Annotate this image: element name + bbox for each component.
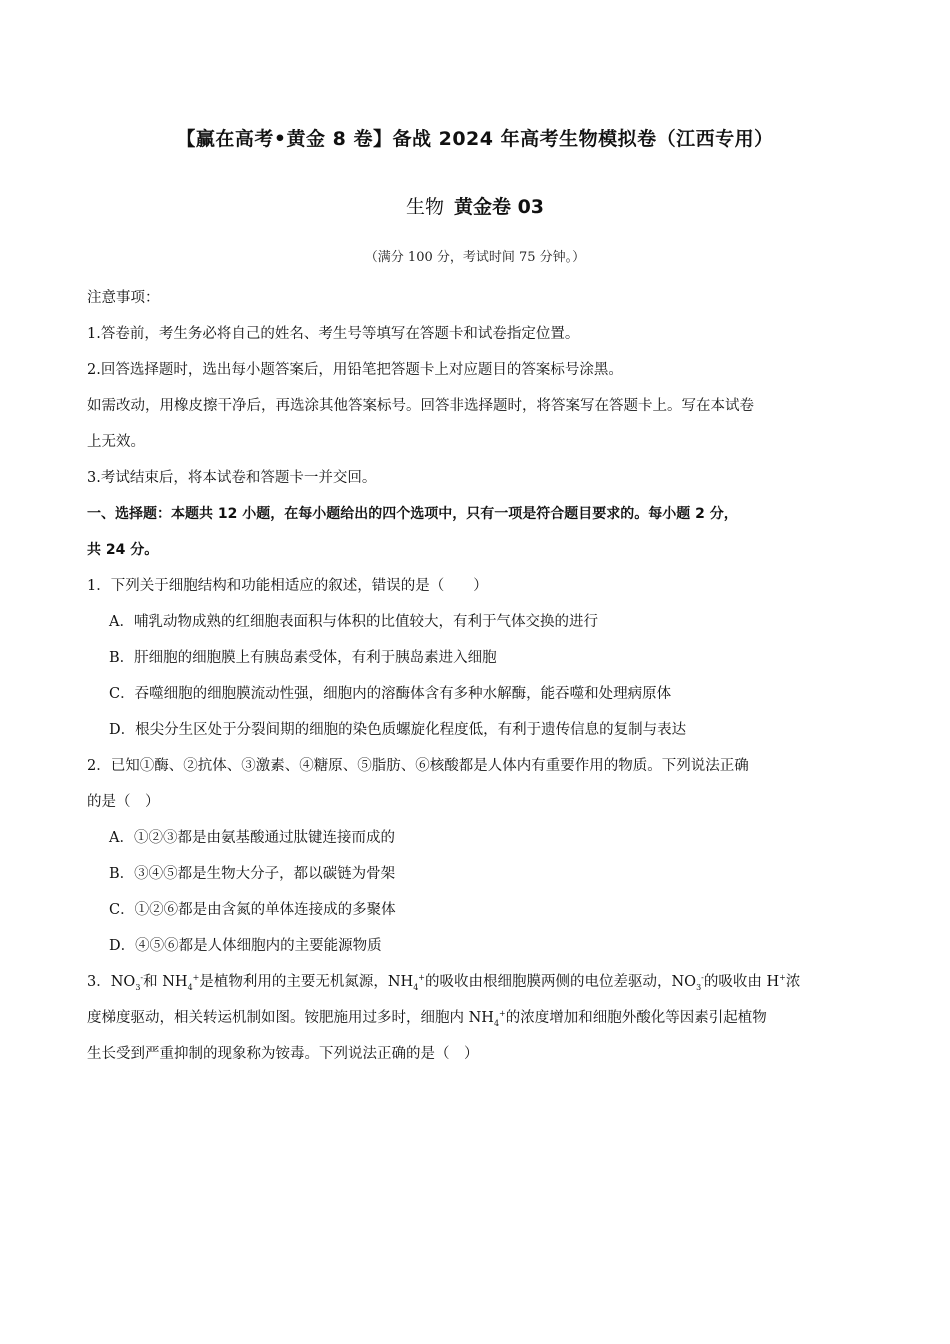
question-stem-continuation: 生长受到严重抑制的现象称为铵毒。下列说法正确的是（ ） bbox=[87, 1046, 479, 1062]
text-run: 的吸收由根细胞膜两侧的电位差驱动，NO bbox=[425, 974, 697, 990]
superscript: - bbox=[140, 973, 144, 983]
subscript: 4 bbox=[493, 1018, 500, 1028]
question-stem: 1．下列关于细胞结构和功能相适应的叙述，错误的是（ ） bbox=[87, 578, 488, 594]
question-stem-continuation: 的是（ ） bbox=[87, 794, 160, 810]
answer-option-a: A．①②③都是由氨基酸通过肽键连接而成的 bbox=[109, 830, 395, 846]
superscript: + bbox=[779, 973, 786, 983]
answer-option-c: C．吞噬细胞的细胞膜流动性强，细胞内的溶酶体含有多种水解酶，能吞噬和处理病原体 bbox=[109, 686, 672, 702]
subtitle-subject: 生物 bbox=[405, 196, 444, 218]
note-item: 3.考试结束后，将本试卷和答题卡一并交回。 bbox=[87, 470, 377, 486]
subscript: 4 bbox=[413, 982, 419, 992]
subtitle-paper: 黄金卷 03 bbox=[453, 196, 545, 218]
note-item: 1.答卷前，考生务必将自己的姓名、考生号等填写在答题卡和试卷指定位置。 bbox=[87, 326, 580, 342]
question-stem-continuation bbox=[87, 1000, 867, 1036]
subscript: 4 bbox=[187, 982, 193, 992]
question-stem bbox=[87, 964, 867, 1000]
text-run: 浓 bbox=[785, 974, 801, 990]
question-1 bbox=[87, 568, 867, 748]
document-title: 【赢在高考•黄金 8 卷】备战 2024 年高考生物模拟卷（江西专用） bbox=[176, 128, 774, 150]
answer-option-d: D．④⑤⑥都是人体细胞内的主要能源物质 bbox=[109, 938, 382, 954]
answer-option-a: A．哺乳动物成熟的红细胞表面积与体积的比值较大，有利于气体交换的进行 bbox=[109, 614, 598, 630]
notes-heading: 注意事项： bbox=[87, 290, 160, 306]
superscript: + bbox=[499, 1009, 506, 1019]
question-2 bbox=[87, 748, 867, 964]
text-run: 是植物利用的主要无机氮源，NH bbox=[199, 974, 414, 990]
section-heading: 一、选择题：本题共 12 小题，在每小题给出的四个选项中，只有一项是符合题目要求的。每小题 2 分， bbox=[87, 506, 738, 522]
answer-option-b: B．肝细胞的细胞膜上有胰岛素受体，有利于胰岛素进入细胞 bbox=[109, 650, 497, 666]
text-run: 的浓度增加和细胞外酸化等因素引起植物 bbox=[505, 1010, 767, 1026]
answer-option-c: C．①②⑥都是由含氮的单体连接成的多聚体 bbox=[109, 902, 396, 918]
document-subtitle bbox=[0, 192, 950, 219]
text-run: 度梯度驱动，相关转运机制如图。铵肥施用过多时，细胞内 NH bbox=[87, 1010, 494, 1026]
question-3 bbox=[87, 964, 867, 1072]
section-heading-continuation: 共 24 分。 bbox=[87, 542, 159, 558]
question-stem: 2．已知①酶、②抗体、③激素、④糖原、⑤脂肪、⑥核酸都是人体内有重要作用的物质。下列说法正确 bbox=[87, 758, 749, 774]
exam-info: （满分 100 分，考试时间 75 分钟。） bbox=[364, 250, 586, 265]
text-run: 3．NO bbox=[87, 974, 136, 990]
superscript: + bbox=[418, 973, 425, 983]
superscript: - bbox=[701, 973, 704, 983]
subscript: 3 bbox=[135, 982, 141, 992]
note-item: 2.回答选择题时，选出每小题答案后，用铅笔把答题卡上对应题目的答案标号涂黑。 bbox=[87, 362, 623, 378]
text-run: 的吸收由 H bbox=[703, 974, 780, 990]
answer-option-b: B．③④⑤都是生物大分子，都以碳链为骨架 bbox=[109, 866, 396, 882]
document-body bbox=[87, 280, 867, 1072]
note-item-continuation: 上无效。 bbox=[87, 434, 145, 450]
note-item-continuation: 如需改动，用橡皮擦干净后，再选涂其他答案标号。回答非选择题时，将答案写在答题卡上。写在本试卷 bbox=[87, 398, 754, 414]
subscript: 3 bbox=[696, 982, 702, 992]
superscript: + bbox=[192, 973, 200, 983]
text-run: 和 NH bbox=[143, 974, 188, 990]
answer-option-d: D．根尖分生区处于分裂间期的细胞的染色质螺旋化程度低，有利于遗传信息的复制与表达 bbox=[109, 722, 687, 738]
